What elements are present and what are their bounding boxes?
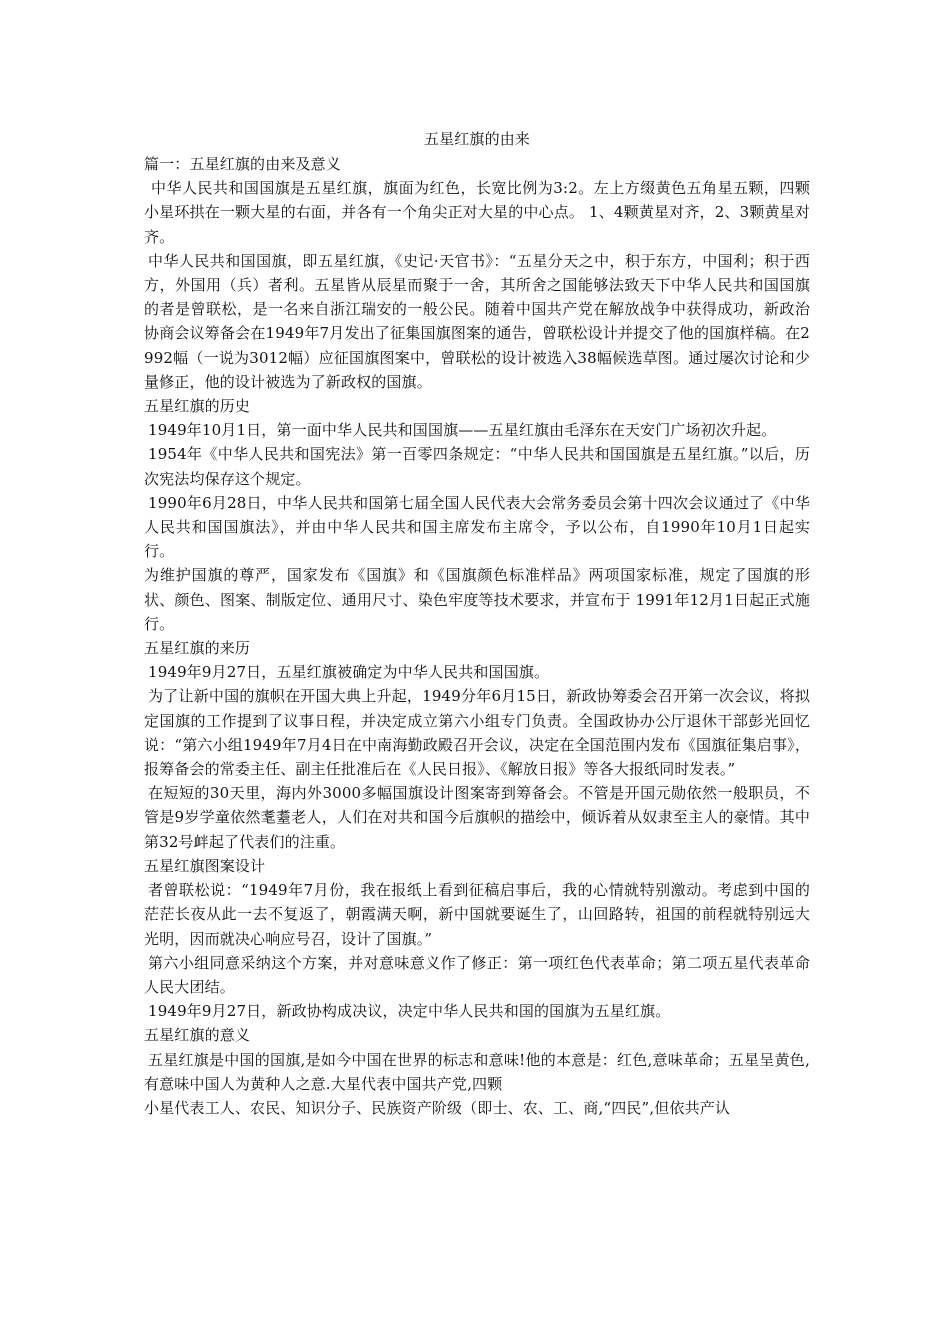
section-heading-origin: 五星红旗的来历 — [144, 639, 251, 658]
section-heading-design: 五星红旗图案设计 — [144, 856, 266, 875]
paragraph-flag-law: 1990年6月28日，中华人民共和国第七届全国人民代表大会常务委员会第十四次会议通过了《中华人民共和国国旗法》，并由中华人民共和国主席发布主席令，予以公布，自1990年10月1日起实行。 — [144, 493, 810, 561]
paragraph-national-standards: 为维护国旗的尊严，国家发布《国旗》和《国旗颜色标准样品》两项国家标准，规定了国旗的形状、颜色、图案、制版定位、通用尺寸、染色牢度等技术要求，并宣布于 1991年12月1日起正式施行。 — [144, 566, 810, 633]
paragraph-revision: 第六小组同意采纳这个方案，并对意味意义作了修正：第一项红色代表革命；第二项五星代表革命人民大团结。 — [144, 953, 810, 996]
section-heading-history: 五星红旗的历史 — [144, 397, 251, 416]
paragraph-designer-quote: 者曾联松说：“1949年7月份，我在报纸上看到征稿启事后，我的心情就特别激动。考虑到中国的茫茫长夜从此一去不复返了，朝霞满天啊，新中国就要诞生了，山回路转，祖国的前程就特别远大光明，因而就决心响应号召，设计了国旗。” — [144, 881, 810, 948]
document-body — [144, 126, 810, 1120]
paragraph-flag-description: 中华人民共和国国旗是五星红旗，旗面为红色，长宽比例为3:2。左上方缀黄色五角星五颗，四颗小星环拱在一颗大星的右面，并各有一个角尖正对大星的中心点。 1、4颗黄星对齐，2、3颗黄星对齐。 — [144, 179, 810, 246]
paragraph-confirmed-date: 1949年9月27日，五星红旗被确定为中华人民共和国国旗。 — [148, 663, 550, 682]
paragraph-committee-meeting: 为了让新中国的旗帜在开国大典上升起，1949分年6月15日，新政协筹委会召开第一次会议，将拟定国旗的工作提到了议事日程，并决定成立第六小组专门负责。全国政协办公厅退休干部彭光回忆说：“第六小组1949年7月4日在中南海勤政殿召开会议，决定在全国范围内发布《国旗征集启事》，报筹备会的常委主任、副主任批准后在《人民日报》、《解放日报》等各大报纸同时发表。” — [144, 687, 810, 779]
section-heading-meaning: 五星红旗的意义 — [144, 1026, 251, 1045]
paragraph-submissions: 在短短的30天里，海内外3000多幅国旗设计图案寄到筹备会。不管是开国元勋依然一般职员，不管是9岁学童依然耄耋老人，人们在对共和国今后旗帜的描绘中，倾诉着从奴隶至主人的豪情。其中第32号衅起了代表们的注重。 — [144, 784, 810, 851]
paragraph-meaning: 五星红旗是中国的国旗,是如今中国在世界的标志和意味!他的本意是：红色,意味革命；五星呈黄色,有意味中国人为黄种人之意.大星代表中国共产党,四颗 — [144, 1050, 810, 1093]
paragraph-constitution: 1954年《中华人民共和国宪法》第一百零四条规定：“中华人民共和国国旗是五星红旗。”以后，历次宪法均保存这个规定。 — [144, 445, 810, 488]
paragraph-resolution: 1949年9月27日，新政协构成决议，决定中华人民共和国的国旗为五星红旗。 — [148, 1002, 671, 1021]
section-heading-part-one: 篇一：五星红旗的由来及意义 — [144, 155, 341, 173]
paragraph-small-stars: 小星代表工人、农民、知识分子、民族资产阶级（即士、农、工、商,“四民”,但依共产认 — [144, 1098, 731, 1117]
paragraph-first-raising: 1949年10月1日，第一面中华人民共和国国旗——五星红旗由毛泽东在天安门广场初次升起。 — [148, 421, 777, 440]
paragraph-flag-designer: 中华人民共和国国旗，即五星红旗，《史记·天官书》：“五星分天之中，积于东方，中国利；积于西方，外国用（兵）者利。五星皆从辰星而聚于一舍，其所舍之国能够法致天下中华人民共和国国旗的者是曾联松，是一名来自浙江瑞安的一般公民。随着中国共产党在解放战争中获得成功，新政治协商会议筹备会在1949年7月发出了征集国旗图案的通告，曾联松设计并提交了他的国旗样稿。在2992幅（一说为3012幅）应征国旗图案中，曾联松的设计被选入38幅候选草图。通过屡次讨论和少量修正，他的设计被选为了新政权的国旗。 — [144, 251, 810, 391]
page-title: 五星红旗的由来 — [423, 130, 531, 148]
